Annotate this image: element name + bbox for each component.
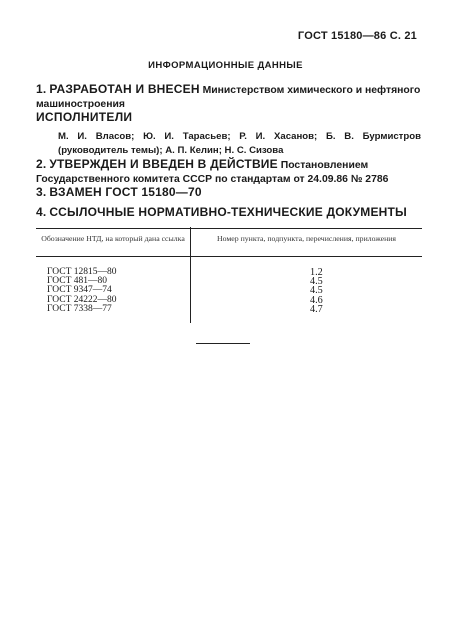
executors-list: М. И. Власов; Ю. И. Тарасьев; Р. И. Хасанов; Б. В. Бурмистров (руководитель темы); А. П. Келин; Н. С. Сизова <box>58 131 421 156</box>
section-2-text: Постановлением Государственного комитета СССР по стандартам от 24.09.86 № 2786 <box>36 160 389 185</box>
reference-table <box>36 228 422 257</box>
column-header-document: Обозначение НТД, на который дана ссылка <box>41 234 185 243</box>
section-3 <box>36 185 421 201</box>
table-header <box>36 228 422 257</box>
column-header-clause: Номер пункта, подпункта, перечисления, приложения <box>190 229 422 256</box>
page-header: ГОСТ 15180—86 С. 21 <box>297 30 417 42</box>
section-4-number: 4. <box>36 205 47 219</box>
table-row-ref: 4.6 <box>310 294 323 306</box>
table-row-doc: ГОСТ 24222—80 <box>47 294 117 305</box>
section-4 <box>36 205 421 221</box>
table-row-doc: ГОСТ 9347—74 <box>47 285 112 296</box>
table-column-divider <box>190 227 191 323</box>
table-row-ref: 4.7 <box>310 303 323 315</box>
table-row-doc: ГОСТ 481—80 <box>47 276 107 287</box>
section-1-text: Министерством химического и нефтяного машиностроения <box>36 85 421 110</box>
section-1-number: 1. <box>36 82 47 96</box>
section-3-heading: ВЗАМЕН ГОСТ 15180—70 <box>49 185 202 199</box>
table-row-ref: 4.5 <box>310 285 323 297</box>
executors-heading-block <box>36 110 421 126</box>
section-1-heading: РАЗРАБОТАН И ВНЕСЕН <box>49 82 200 96</box>
table-clauses-column <box>310 268 323 314</box>
section-2-heading: УТВЕРЖДЕН И ВВЕДЕН В ДЕЙСТВИЕ <box>49 157 278 171</box>
section-4-heading: ССЫЛОЧНЫЕ НОРМАТИВНО-ТЕХНИЧЕСКИЕ ДОКУМЕНТЫ <box>49 205 407 219</box>
end-divider <box>196 343 250 344</box>
section-1 <box>36 82 421 112</box>
section-2-number: 2. <box>36 157 47 171</box>
table-row-ref: 4.5 <box>310 276 323 288</box>
document-title: ИНФОРМАЦИОННЫЕ ДАННЫЕ <box>148 60 303 71</box>
table-documents-column <box>47 268 117 314</box>
section-3-number: 3. <box>36 185 47 199</box>
section-2 <box>36 157 421 187</box>
table-row-doc: ГОСТ 12815—80 <box>47 267 117 277</box>
table-row-doc: ГОСТ 7338—77 <box>47 303 112 314</box>
executors-heading: ИСПОЛНИТЕЛИ <box>36 110 133 124</box>
table-row-ref: 1.2 <box>310 267 323 278</box>
